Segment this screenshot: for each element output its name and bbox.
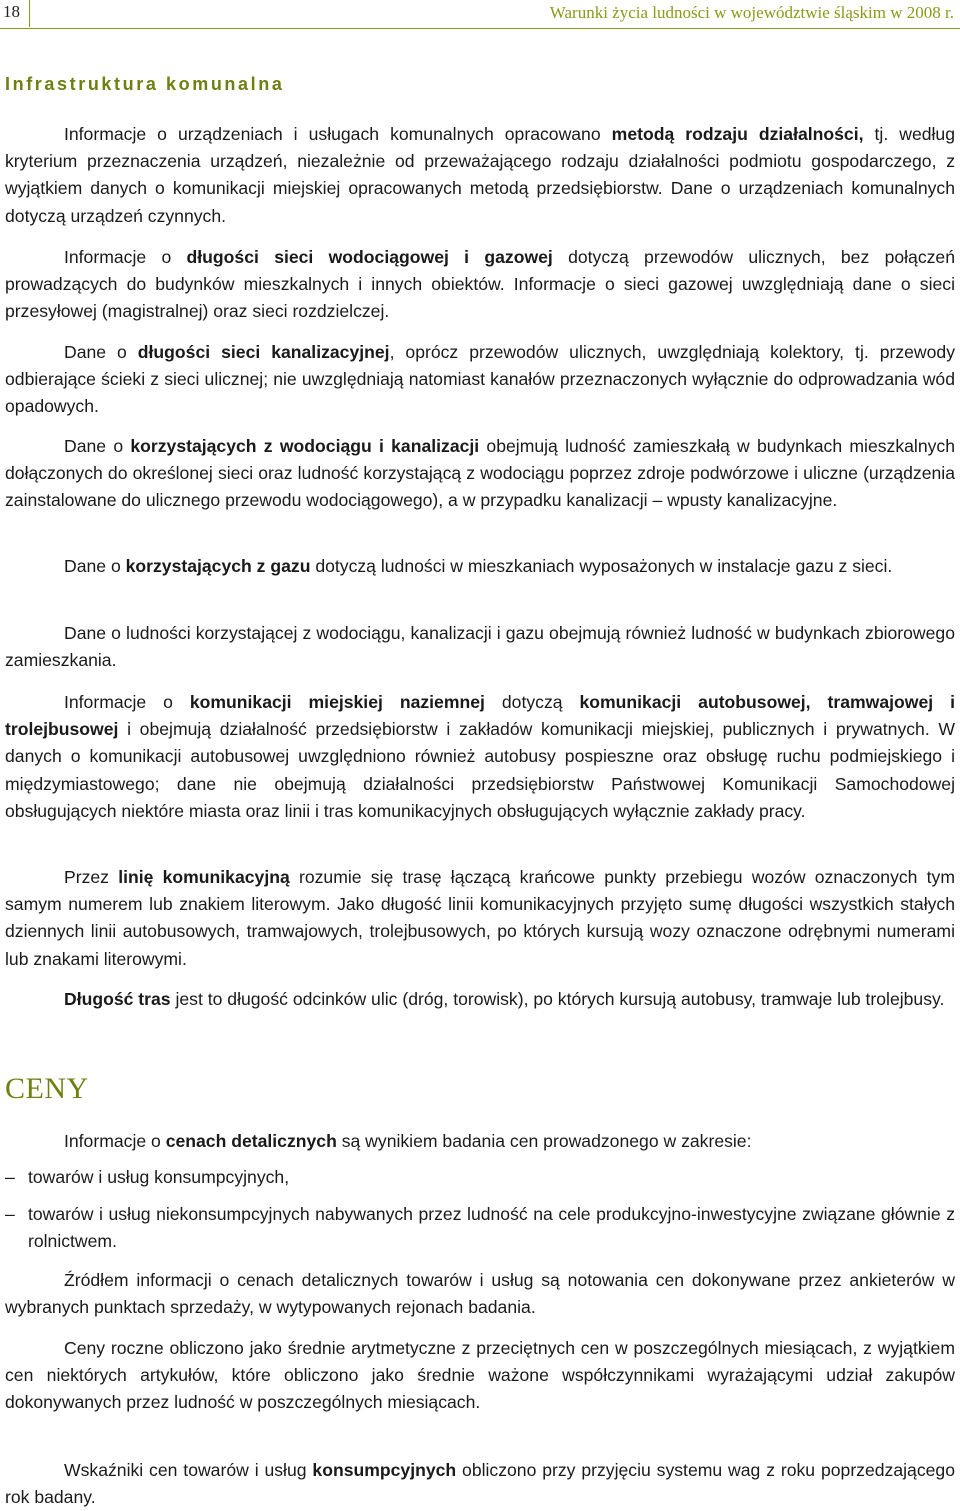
- text-run: Dane o: [64, 436, 131, 456]
- text-run: Przez: [64, 867, 119, 887]
- text-run: rozumie się trasę łączącą krańcowe punkty przebiegu wozów oznaczonych tym samym numerem lub znakiem literowym. Jako długość linii komunikacyjnych przyjęto sumę długości wszystkich stałych dziennych linii autobusowych, tramwajowych, trolejbusowych, po których kursują wozy oznaczone odrębnymi numerami lub znakami literowymi.: [5, 867, 956, 969]
- section-heading-infrastructure: Infrastruktura komunalna: [5, 74, 285, 94]
- text-run: jest to długość odcinków ulic (dróg, torowisk), po których kursują autobusy, tramwaje lub trolejbusy.: [170, 989, 945, 1009]
- bold-term: Długość tras: [64, 989, 171, 1009]
- bold-term: korzystających z wodociągu i kanalizacji: [130, 436, 480, 456]
- paragraph: [5, 1457, 955, 1511]
- text-run: dotyczą ludności w mieszkaniach wyposażonych w instalacje gazu z sieci.: [310, 556, 893, 576]
- paragraph: [5, 1267, 955, 1321]
- text-run: Dane o: [64, 342, 138, 362]
- bold-term: metodą rodzaju działalności,: [611, 124, 864, 144]
- running-header: [0, 0, 960, 29]
- bold-term: cenach detalicznych: [165, 1131, 337, 1151]
- bold-term: konsumpcyjnych: [312, 1460, 457, 1480]
- bold-term: komunikacji miejskiej naziemnej: [189, 692, 485, 712]
- text-run: Wskaźniki cen towarów i usług: [64, 1460, 313, 1480]
- running-title: Warunki życia ludności w województwie śląskim w 2008 r.: [549, 3, 954, 22]
- bold-term: linię komunikacyjną: [118, 867, 290, 887]
- bold-term: komunikacji autobusowej, tramwajowej i trolejbusowej: [5, 692, 955, 740]
- text-run: Źródłem informacji o cenach detalicznych towarów i usług są notowania cen dokonywane przez ankieterów w wybranych punktach sprzedaży, w wytypowanych rejonach badania.: [5, 1270, 955, 1318]
- list-item: [5, 1164, 955, 1191]
- paragraph: [5, 689, 955, 825]
- paragraph: [5, 864, 955, 973]
- text-run: , oprócz przewodów ulicznych, uwzględniają kolektory, tj. przewody odbierające ścieki z sieci ulicznej; nie uwzględniają natomiast kanałów przeznaczonych wyłącznie do odprowadzania wód opadowych.: [5, 342, 956, 417]
- text-run: i obejmują działalność przedsiębiorstw i zakładów komunikacji miejskiej, publicznych i prywatnych. W danych o komunikacji autobusowej uwzględniono również autobusy pospieszne oraz obsługę ruchu podmiejskiego i międzymiastowego; dane nie obejmują działalności przedsiębiorstw Państwowej Komunikacji Samochodowej obsługujących niektóre miasta oraz linii i tras komunikacyjnych obsługujących wyłącznie zakłady pracy.: [5, 719, 955, 821]
- text-run: dotyczą: [484, 692, 580, 712]
- text-run: są wynikiem badania cen prowadzonego w zakresie:: [336, 1131, 752, 1151]
- text-run: Dane o ludności korzystającej z wodociągu, kanalizacji i gazu obejmują również ludność w budynkach zbiorowego zamieszkania.: [5, 623, 955, 671]
- paragraph: [5, 244, 955, 326]
- text-run: Dane o: [64, 556, 126, 576]
- dash-bullet: –: [5, 1204, 15, 1224]
- paragraph: [5, 1128, 955, 1155]
- list-item: [5, 1201, 955, 1255]
- paragraph: [5, 986, 955, 1013]
- text-run: Informacje o: [64, 247, 187, 267]
- paragraph: [5, 121, 955, 230]
- dash-bullet: –: [5, 1167, 15, 1187]
- section-heading-prices: CENY: [5, 1072, 89, 1105]
- text-run: Informacje o: [64, 692, 190, 712]
- page-number: 18: [3, 0, 30, 27]
- text-run: Informacje o: [64, 1131, 166, 1151]
- list-item-text: towarów i usług konsumpcyjnych,: [28, 1167, 290, 1187]
- bold-term: długości sieci kanalizacyjnej: [137, 342, 390, 362]
- text-run: Informacje o urządzeniach i usługach komunalnych opracowano: [64, 124, 612, 144]
- text-run: obliczono przy przyjęciu systemu wag z roku poprzedzającego rok badany.: [5, 1460, 955, 1508]
- paragraph: [5, 339, 955, 421]
- text-run: Ceny roczne obliczono jako średnie arytmetyczne z przeciętnych cen w poszczególnych miesiącach, z wyjątkiem cen niektórych artykułów, które obliczono jako średnie ważone współczynnikami wyrażającymi udział zakupów dokonywanych przez ludność w poszczególnych miesiącach.: [5, 1338, 955, 1413]
- paragraph: [5, 620, 955, 674]
- paragraph: [5, 1335, 955, 1417]
- list-item-text: towarów i usług niekonsumpcyjnych nabywanych przez ludność na cele produkcyjno-inwestycyjne związane głównie z rolnictwem.: [28, 1204, 955, 1252]
- text-run: dotyczą przewodów ulicznych, bez połączeń prowadzących do budynków mieszkalnych i innych obiektów. Informacje o sieci gazowej uwzględniają dane o sieci przesyłowej (magistralnej) oraz sieci rozdzielczej.: [5, 247, 955, 322]
- text-run: tj. według kryterium przeznaczenia urządzeń, niezależnie od przeważającego rodzaju działalności podmiotu gospodarczego, z wyjątkiem danych o komunikacji miejskiej opracowanych metodą przedsiębiorstw. Dane o urządzeniach komunalnych dotyczą urządzeń czynnych.: [5, 124, 955, 226]
- bold-term: korzystających z gazu: [125, 556, 311, 576]
- paragraph: [5, 553, 955, 580]
- text-run: obejmują ludność zamieszkałą w budynkach mieszkalnych dołączonych do określonej sieci oraz ludność korzystającą z wodociągu poprzez zdroje podwórzowe i uliczne (urządzenia zainstalowane do ulicznego przewodu wodociągowego), a w przypadku kanalizacji – wpusty kanalizacyjne.: [5, 436, 955, 511]
- bold-term: długości sieci wodociągowej i gazowej: [186, 247, 553, 267]
- paragraph: [5, 433, 955, 515]
